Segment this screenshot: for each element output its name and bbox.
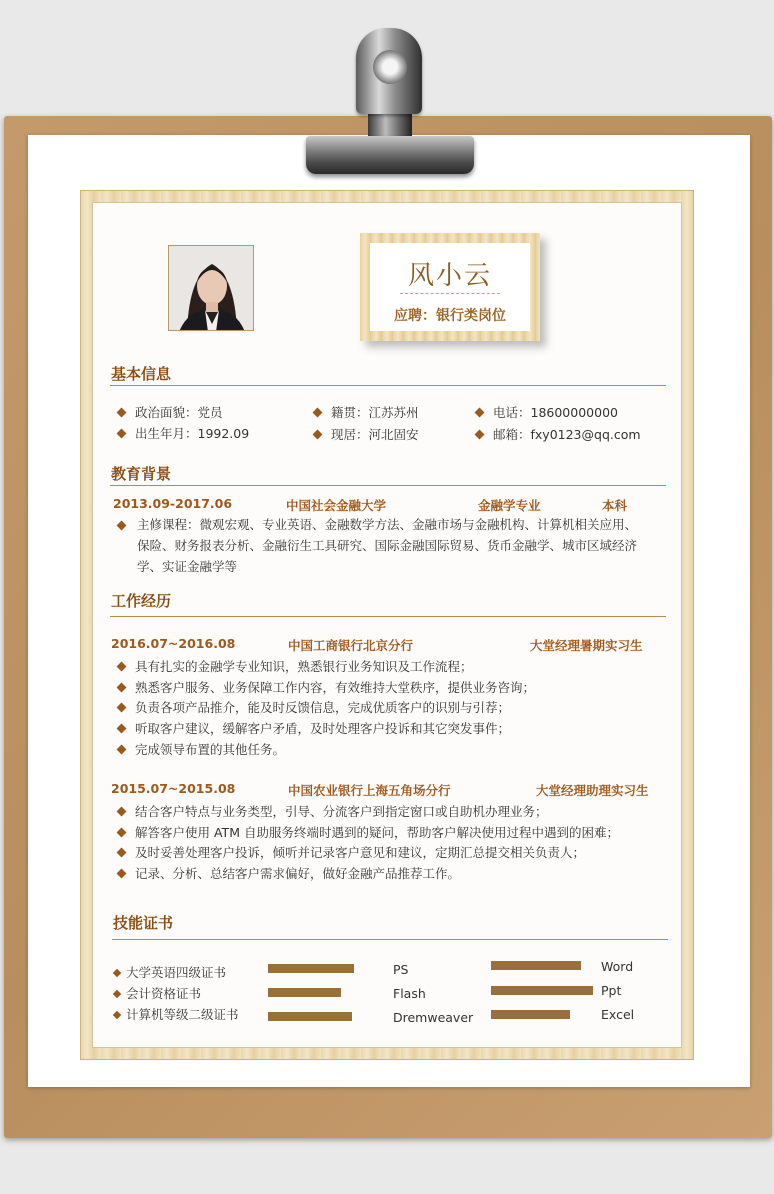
duty-item: 听取客户建议，缓解客户矛盾，及时处理客户投诉和其它突发事件；	[118, 719, 510, 737]
candidate-name: 风小云	[407, 261, 492, 291]
duty-item: 完成领导布置的其他任务。	[118, 740, 285, 758]
info-item: 出生年月：1992.09	[118, 424, 249, 442]
bullet-diamond-icon	[117, 745, 127, 755]
edu-courses: 主修课程：微观宏观、专业英语、金融数学方法、金融市场与金融机构、计算机相关应用、保险、财务报表分析、金融衍生工具研究、国际金融国际贸易、货币金融学、城市区域经济学、实证金融学等	[137, 517, 638, 574]
tool-label: PS	[393, 962, 409, 977]
edu-period: 2013.09-2017.06	[113, 496, 233, 511]
tool-label: Excel	[601, 1007, 635, 1022]
bullet-diamond-icon	[117, 703, 127, 713]
edu-major: 金融学专业	[478, 498, 541, 513]
tool-label: Ppt	[601, 983, 622, 998]
bullet-diamond-icon	[117, 848, 127, 858]
bullet-diamond-icon	[117, 807, 127, 817]
section-title-work: 工作经历	[111, 592, 172, 610]
job-period: 2015.07~2015.08	[111, 781, 236, 796]
section-title-skills: 技能证书	[113, 914, 174, 932]
job-company: 中国农业银行上海五角场分行	[288, 783, 451, 798]
bullet-diamond-icon	[117, 662, 127, 672]
bullet-diamond-icon	[117, 683, 127, 693]
section-rule	[110, 485, 666, 486]
skill-bar	[491, 986, 593, 995]
bullet-diamond-icon	[117, 869, 127, 879]
duty-item: 熟悉客户服务、业务保障工作内容，有效维持大堂秩序，提供业务咨询；	[118, 678, 535, 696]
certificate-item: 大学英语四级证书	[114, 963, 226, 981]
certificate-item: 会计资格证书	[114, 984, 201, 1002]
clip-base	[306, 136, 474, 174]
bullet-diamond-icon	[113, 968, 121, 976]
nameplate-card	[370, 243, 530, 331]
skill-bar	[491, 961, 581, 970]
bullet-diamond-icon	[313, 430, 323, 440]
clip-hole	[373, 50, 407, 84]
job-period: 2016.07~2016.08	[111, 636, 236, 651]
bullet-diamond-icon	[313, 408, 323, 418]
info-item: 政治面貌：党员	[118, 403, 223, 421]
skill-bar	[268, 988, 341, 997]
job-role: 大堂经理暑期实习生	[530, 638, 643, 653]
bullet-diamond-icon	[117, 724, 127, 734]
bullet-diamond-icon	[117, 429, 127, 439]
info-item: 电话：18600000000	[476, 403, 618, 421]
nameplate	[360, 233, 540, 341]
bullet-diamond-icon	[117, 408, 127, 418]
section-rule	[110, 616, 666, 617]
duty-item: 记录、分析、总结客户需求偏好，做好金融产品推荐工作。	[118, 864, 460, 882]
duty-item: 具有扎实的金融学专业知识，熟悉银行业务知识及工作流程；	[118, 657, 473, 675]
job-role: 大堂经理助理实习生	[536, 783, 649, 798]
skill-bar	[268, 964, 354, 973]
bullet-diamond-icon	[475, 430, 485, 440]
tool-label: Flash	[393, 986, 426, 1001]
tool-label: Word	[601, 959, 634, 974]
section-rule	[112, 939, 668, 940]
tool-label: Dremweaver	[393, 1010, 474, 1025]
section-title-education: 教育背景	[111, 465, 172, 483]
bullet-diamond-icon	[113, 989, 121, 997]
info-item: 邮箱：fxy0123@qq.com	[476, 425, 641, 443]
job-company: 中国工商银行北京分行	[288, 638, 414, 653]
job-objective: 应聘：银行类岗位	[394, 308, 506, 324]
skill-bar	[268, 1012, 352, 1021]
certificate-item: 计算机等级二级证书	[114, 1005, 239, 1023]
section-title-basic: 基本信息	[111, 365, 172, 383]
skill-bar	[491, 1010, 570, 1019]
edu-school: 中国社会金融大学	[286, 498, 387, 513]
info-item: 籍贯：江苏苏州	[314, 403, 419, 421]
duty-item: 负责各项产品推介，能及时反馈信息，完成优质客户的识别与引荐；	[118, 698, 510, 716]
duty-item: 解答客户使用 ATM 自助服务终端时遇到的疑问，帮助客户解决使用过程中遇到的困难；	[118, 823, 619, 841]
avatar	[168, 245, 254, 331]
bullet-diamond-icon	[475, 408, 485, 418]
bullet-diamond-icon	[113, 1010, 121, 1018]
section-rule	[110, 385, 666, 386]
duty-item: 结合客户特点与业务类型，引导、分流客户到指定窗口或自助机办理业务；	[118, 802, 548, 820]
bullet-diamond-icon	[117, 828, 127, 838]
dotted-divider	[400, 293, 500, 294]
info-item: 现居：河北固安	[314, 425, 419, 443]
duty-item: 及时妥善处理客户投诉，倾听并记录客户意见和建议，定期汇总提交相关负责人；	[118, 843, 585, 861]
edu-degree: 本科	[602, 498, 628, 513]
